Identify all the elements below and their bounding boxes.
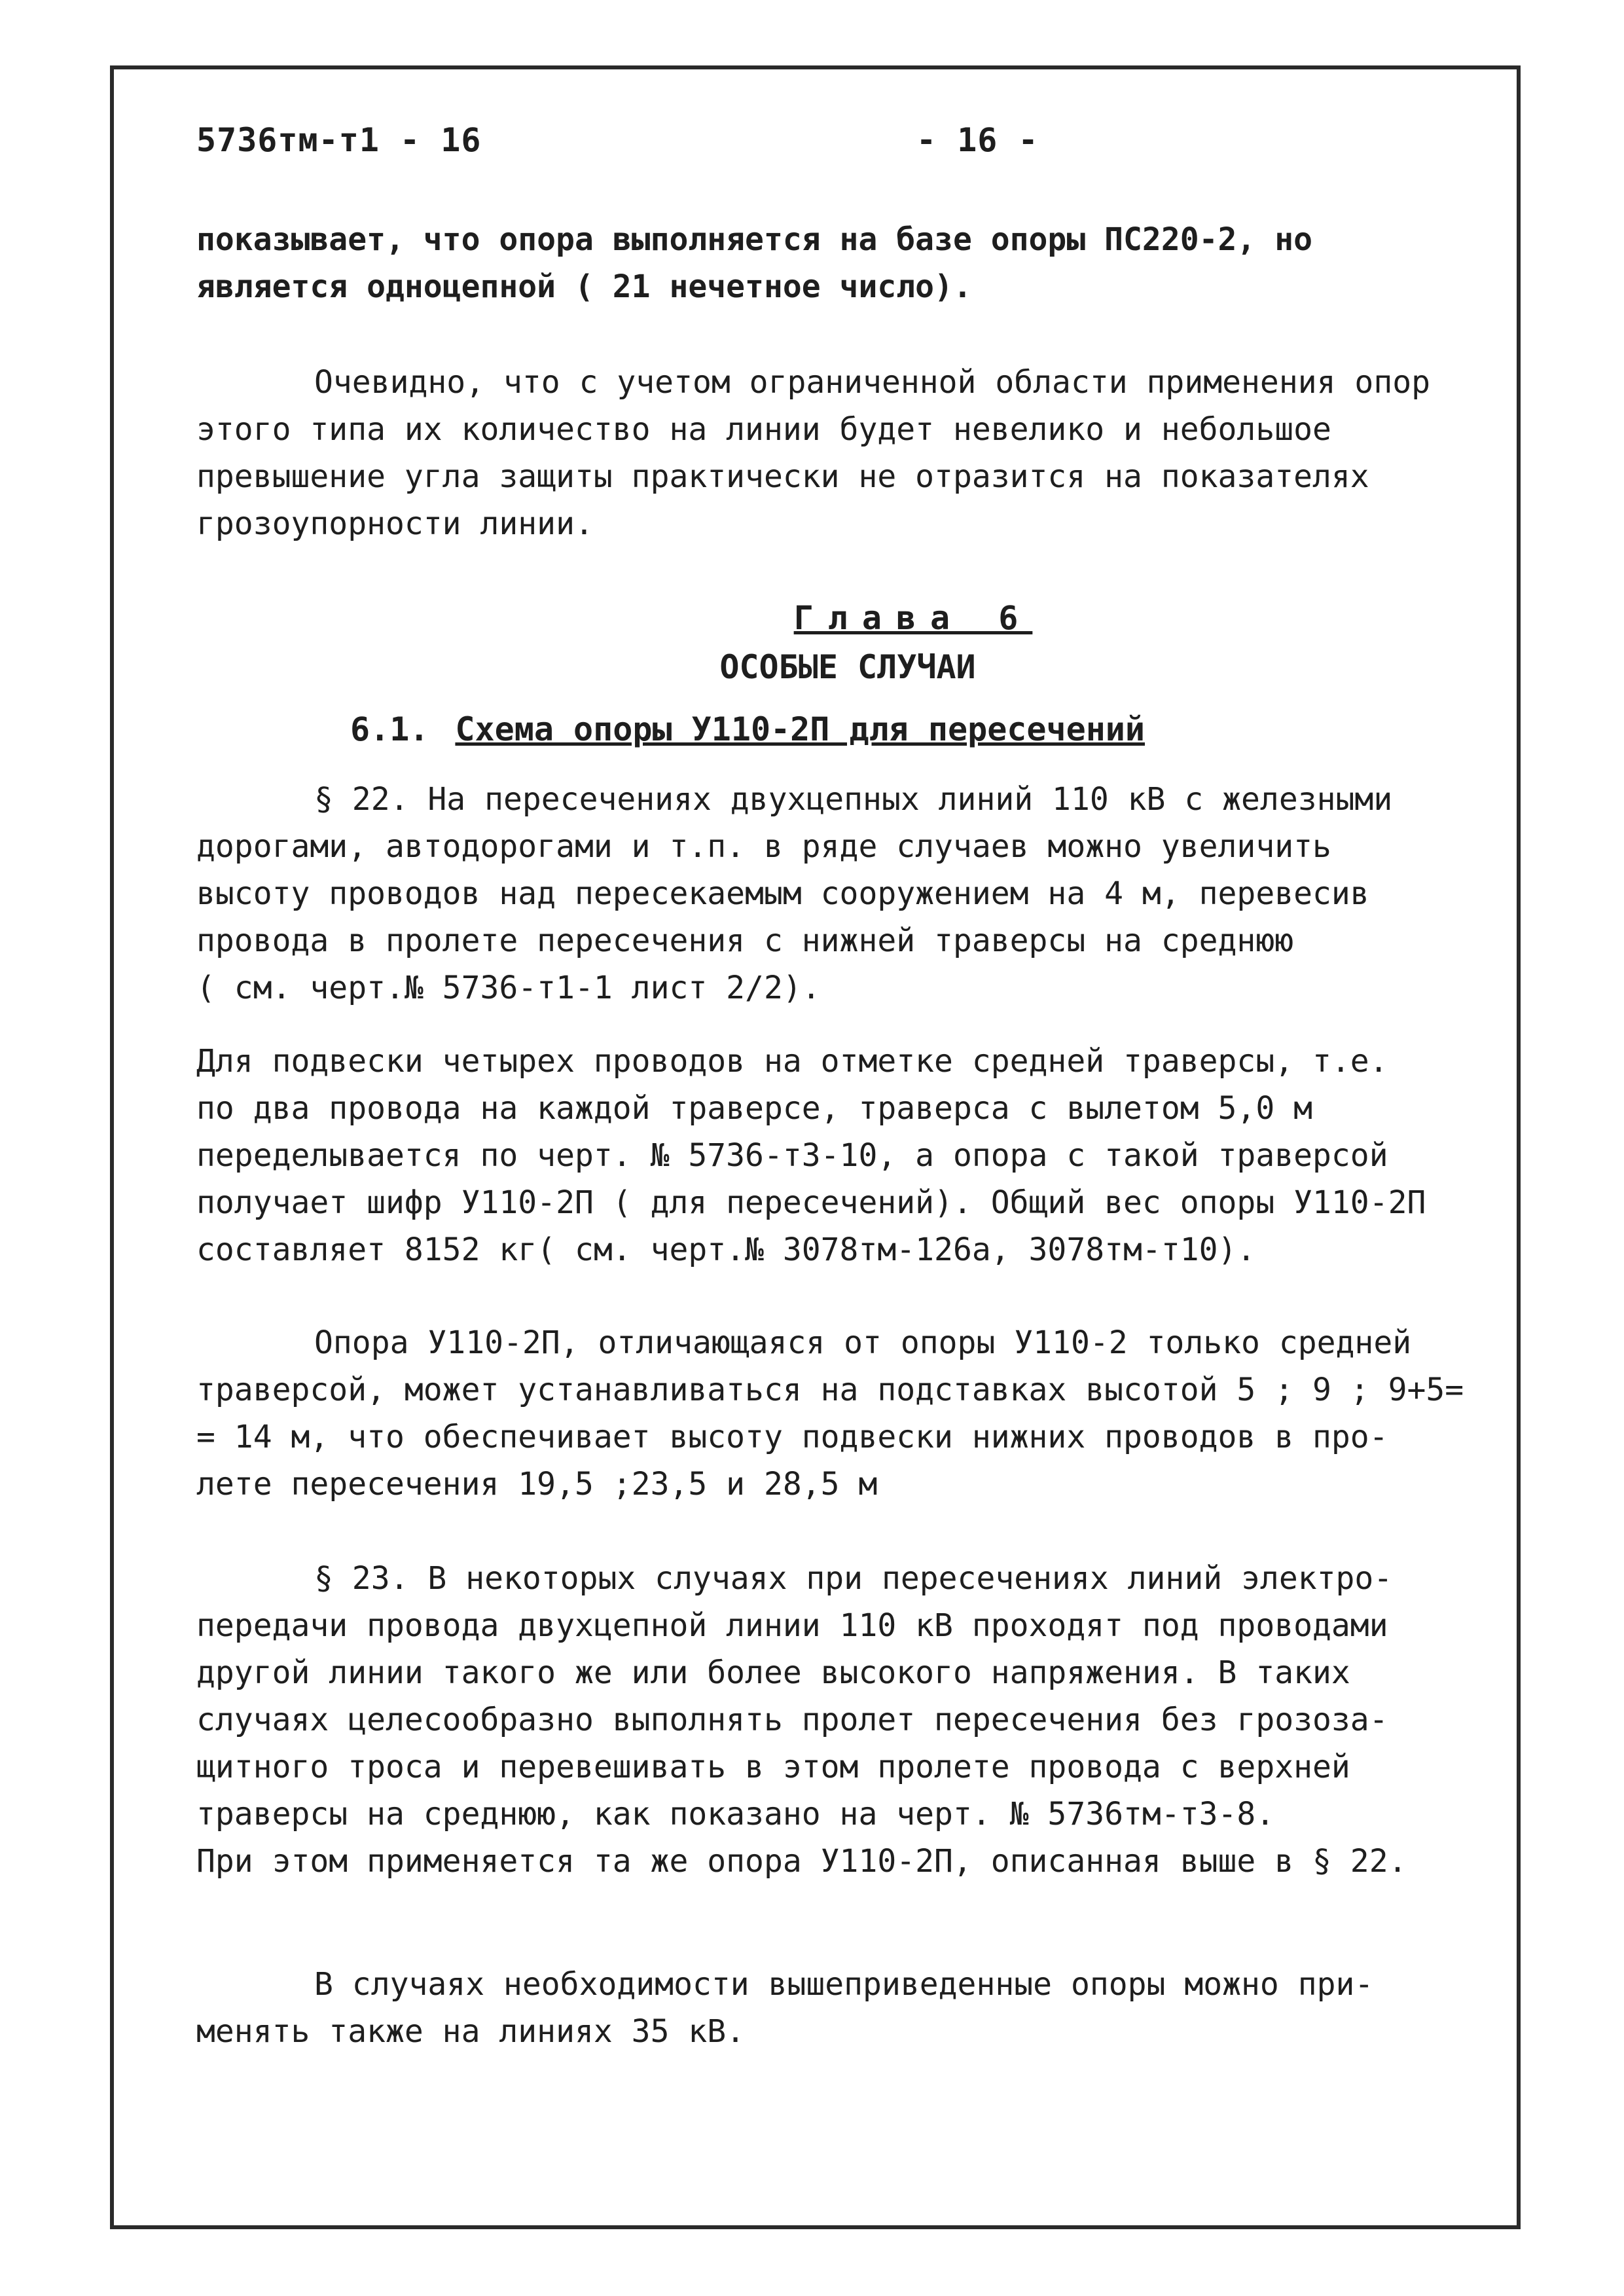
text-line: высоту проводов над пересекаемым сооружением на 4 м, перевесив: [196, 875, 1369, 912]
text-line: составляет 8152 кг( см. черт.№ 3078тм-126а, 3078тм-т10).: [196, 1231, 1256, 1268]
text-line: § 23. В некоторых случаях при пересечениях линий электро-: [314, 1560, 1393, 1597]
paragraph-intro: [196, 216, 1473, 310]
text-line: переделывается по черт. № 5736-т3-10, а опора с такой траверсой: [196, 1137, 1388, 1174]
text-line: этого типа их количество на линии будет невелико и небольшое: [196, 411, 1331, 448]
text-line: случаях целесообразно выполнять пролет пересечения без грозоза-: [196, 1702, 1388, 1738]
text-line: получает шифр У110-2П ( для пересечений). Общий вес опоры У110-2П: [196, 1184, 1426, 1221]
text-line: показывает, что опора выполняется на базе опоры ПС220-2, но: [196, 221, 1313, 258]
text-line: провода в пролете пересечения с нижней траверсы на среднюю: [196, 922, 1294, 959]
text-line: При этом применяется та же опора У110-2П, описанная выше в § 22.: [196, 1843, 1407, 1880]
text-line: дорогами, автодорогами и т.п. в ряде случаев можно увеличить: [196, 828, 1331, 865]
text-line: Для подвески четырех проводов на отметке средней траверсы, т.е.: [196, 1043, 1388, 1080]
text-line: траверсой, может устанавливаться на подставках высотой 5 ; 9 ; 9+5=: [196, 1372, 1464, 1408]
section-title: Схема опоры У110-2П для пересечений: [455, 710, 1146, 748]
section-number: 6.1.: [350, 710, 429, 748]
paragraph-conclusion: [196, 359, 1473, 547]
text-line: передачи провода двухцепной линии 110 кВ проходят под проводами: [196, 1607, 1388, 1644]
document-code: 5736тм-т1 - 16: [196, 121, 482, 159]
text-line: § 22. На пересечениях двухцепных линий 110 кВ с железными: [314, 781, 1393, 818]
text-line: лете пересечения 19,5 ;23,5 и 28,5 м: [196, 1466, 878, 1503]
paragraph-section-23: [196, 1555, 1473, 1885]
text-line: грозоупорности линии.: [196, 505, 594, 542]
text-line: является одноцепной ( 21 нечетное число).: [196, 268, 972, 305]
text-line: по два провода на каждой траверсе, траверса с вылетом 5,0 м: [196, 1090, 1313, 1127]
paragraph-support-height: [196, 1319, 1473, 1508]
paragraph-section-22: [196, 776, 1473, 1011]
chapter-subtitle: ОСОБЫЕ СЛУЧАИ: [719, 648, 976, 686]
text-line: В случаях необходимости вышеприведенные опоры можно при-: [314, 1966, 1374, 2003]
text-line: = 14 м, что обеспечивает высоту подвески нижних проводов в про-: [196, 1419, 1388, 1455]
paragraph-35kv: [196, 1961, 1473, 2055]
text-line: ( см. черт.№ 5736-т1-1 лист 2/2).: [196, 970, 821, 1006]
page-number: - 16 -: [916, 121, 1039, 159]
text-line: превышение угла защиты практически не отразится на показателях: [196, 458, 1369, 495]
chapter-title: Глава 6: [793, 599, 1033, 637]
text-line: траверсы на среднюю, как показано на черт. № 5736тм-т3-8.: [196, 1796, 1275, 1832]
paragraph-suspension: [196, 1038, 1473, 1273]
text-line: щитного троса и перевешивать в этом пролете провода с верхней: [196, 1749, 1350, 1785]
text-line: другой линии такого же или более высокого напряжения. В таких: [196, 1654, 1350, 1691]
section-heading: [350, 710, 1145, 748]
text-line: Опора У110-2П, отличающаяся от опоры У110-2 только средней: [314, 1324, 1412, 1361]
text-line: Очевидно, что с учетом ограниченной области применения опор: [314, 364, 1431, 401]
text-line: менять также на линиях 35 кВ.: [196, 2013, 746, 2050]
